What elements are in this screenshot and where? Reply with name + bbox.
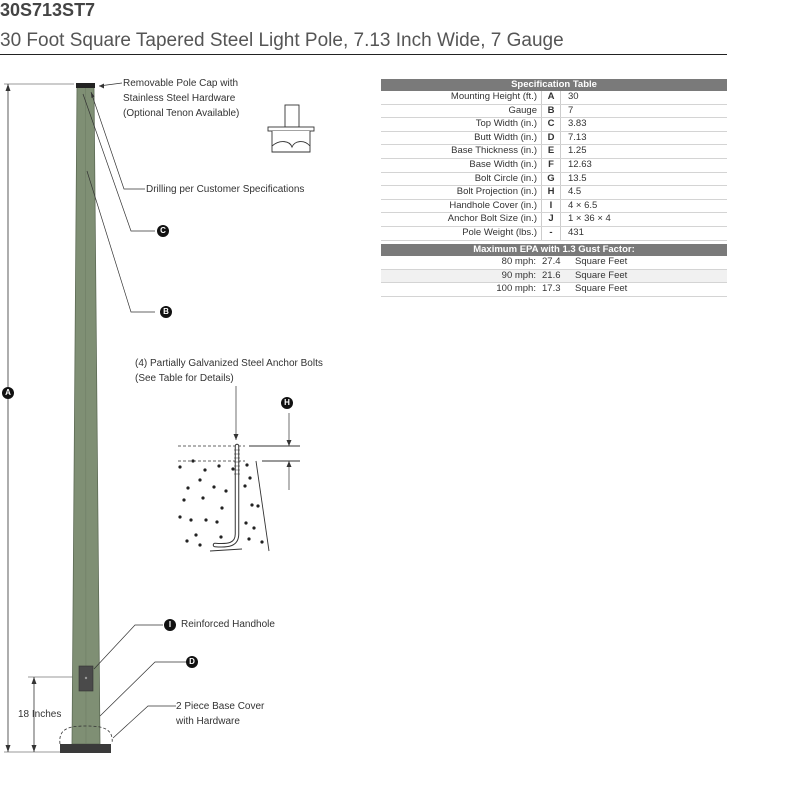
pole-cap-note-line2: Stainless Steel Hardware <box>123 93 236 104</box>
table-row: 100 mph: 17.3 Square Feet <box>381 283 727 297</box>
anchor-bolt-illustration <box>178 386 300 551</box>
drilling-note: Drilling per Customer Specifications <box>146 184 305 195</box>
table-row: Handhole Cover (in.) I 4 × 6.5 <box>381 199 727 213</box>
table-row: Base Thickness (in.) E 1.25 <box>381 145 727 159</box>
marker-i: I <box>164 619 176 631</box>
table-row: Mounting Height (ft.) A 30 <box>381 91 727 104</box>
epa-table <box>381 244 727 297</box>
marker-a: A <box>2 387 14 399</box>
handhole-note: Reinforced Handhole <box>181 619 275 630</box>
table-row: Pole Weight (lbs.) - 431 <box>381 226 727 240</box>
table-row: 80 mph: 27.4 Square Feet <box>381 256 727 269</box>
specification-table-title: Specification Table <box>381 79 727 91</box>
table-row: Bolt Projection (in.) H 4.5 <box>381 186 727 200</box>
base-cover-note-line2: with Hardware <box>176 716 240 727</box>
pole-cap-note-line3: (Optional Tenon Available) <box>123 108 240 119</box>
table-row: Anchor Bolt Size (in.) J 1 × 36 × 4 <box>381 213 727 227</box>
pole-base-plate <box>60 744 111 753</box>
base-cover-note <box>176 699 264 729</box>
anchor-bolts-note-line2: (See Table for Details) <box>135 373 234 384</box>
marker-c: C <box>157 225 169 237</box>
table-row: Bolt Circle (in.) G 13.5 <box>381 172 727 186</box>
model-number: 30S713ST7 <box>0 0 96 20</box>
pole-cap-note <box>123 76 239 121</box>
marker-h: H <box>281 397 293 409</box>
pole-cap <box>76 83 95 88</box>
table-row: 90 mph: 21.6 Square Feet <box>381 269 727 283</box>
base-cover-note-line1: 2 Piece Base Cover <box>176 701 265 712</box>
pole-cap-note-line1: Removable Pole Cap with <box>123 78 239 89</box>
epa-table-title: Maximum EPA with 1.3 Gust Factor: <box>381 244 727 256</box>
specification-table <box>381 79 727 241</box>
table-row: Top Width (in.) C 3.83 <box>381 118 727 132</box>
anchor-bolts-note <box>135 356 323 386</box>
table-row: Butt Width (in.) D 7.13 <box>381 131 727 145</box>
tenon-cap-illustration <box>268 105 314 152</box>
table-row: Gauge B 7 <box>381 104 727 118</box>
marker-d: D <box>186 656 198 668</box>
product-subtitle: 30 Foot Square Tapered Steel Light Pole, 7.13 Inch Wide, 7 Gauge <box>0 30 564 51</box>
marker-b: B <box>160 306 172 318</box>
anchor-bolts-note-line1: (4) Partially Galvanized Steel Anchor Bolts <box>135 358 323 369</box>
table-row: Base Width (in.) F 12.63 <box>381 158 727 172</box>
handhole-height-label: 18 Inches <box>18 709 62 720</box>
